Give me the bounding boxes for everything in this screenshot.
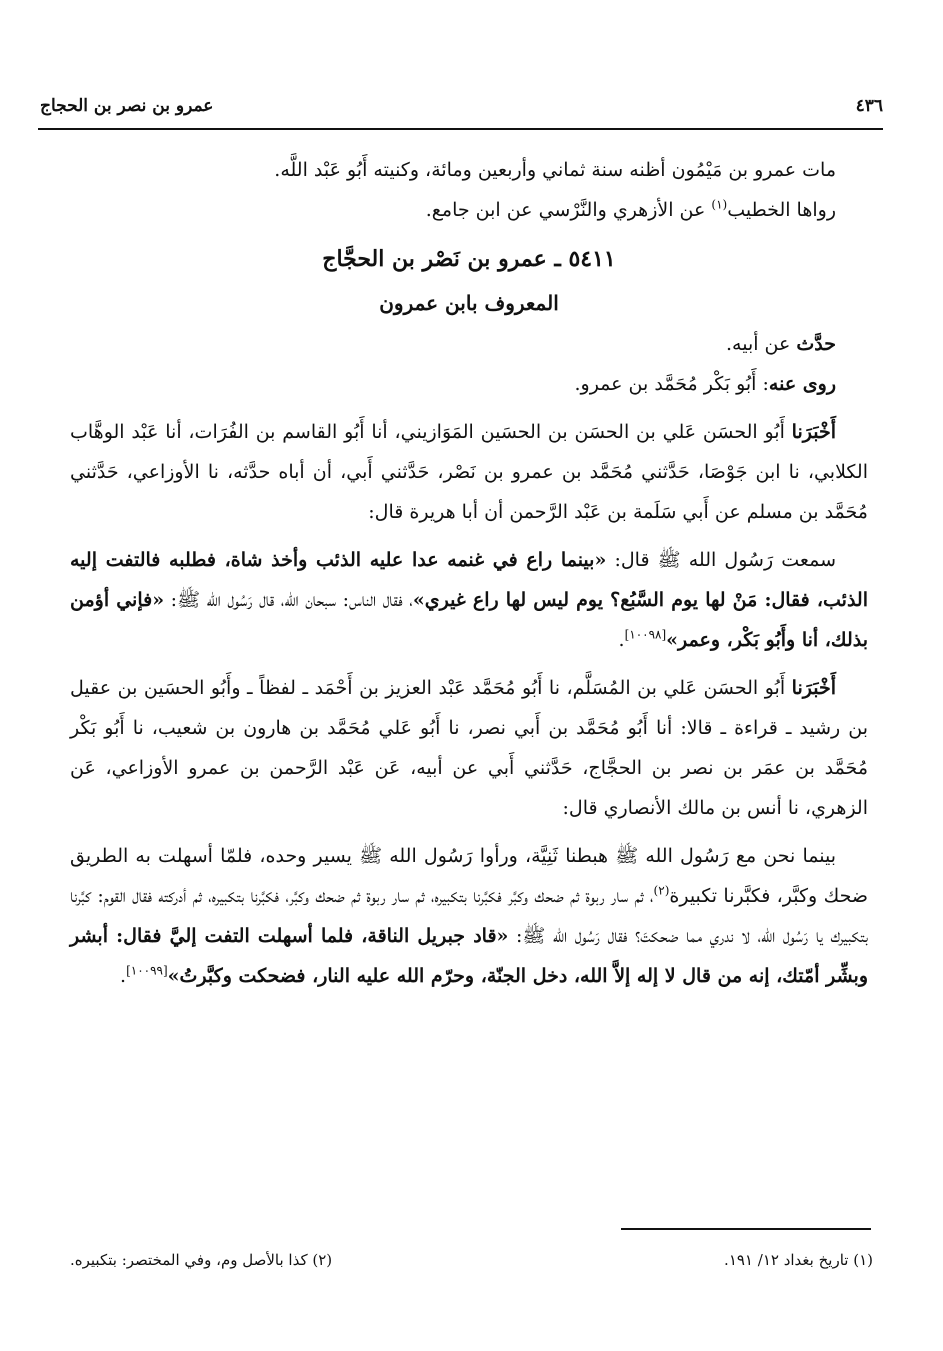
hadith1-matn: سمعت رَسُول الله ﷺ قال: «بينما راع في غنمه عدا عليه الذئب وأخذ شاة، فطلبه فالتفت إليه الذئب، فقال: مَنْ لها يوم السَّبُع؟ يوم ليس لها راع غيري»، فقال الناس: سبحان الله، قال رَسُول الله ﷺ: «فإني أؤمن بذلك، أنا وأَبُو بَكْر، وعمر»[١٠٠٩٨]. [70,549,868,651]
akhbarana-label: أَخْبَرَنا [791,421,836,443]
footnote-2: (٢) كذا بالأصل وم، وفي المختصر: بتكبيره. [70,1251,333,1269]
footnotes [70,1245,873,1275]
footnote-ref-2[interactable]: (٢) [653,883,670,898]
footnote-rule [621,1228,871,1230]
footnote-ref-1[interactable]: (١) [711,197,728,212]
header-rule [38,128,883,130]
hadith-ref-number: [١٠٠٩٨] [624,627,667,642]
akhbarana-label: أَخْبَرَنا [791,677,836,699]
entry-title: ٥٤١١ ـ عمرو بن نَصْر بن الحجَّاج [322,246,616,272]
entry-subtitle: المعروف بابن عمرون [379,291,559,315]
haddath-label: حدَّث [796,333,836,355]
page-number: ٤٣٦ [855,96,883,116]
intro-line-source: رواها الخطيب$^{(١)}$ عن الأزهري والنَّرْسي عن ابن جامع. [425,197,836,221]
rawa-label: روى عنه [768,373,836,395]
running-title: عمرو بن نصر بن الحجاج [40,96,214,116]
hadith1-isnad: أَخْبَرَنا أَبُو الحسَن عَلي بن الحسَن بن الحسَين المَوَازيني، أنا أَبُو القاسم بن الفُرَات، أنا عَبْد الوهَّاب الكلابي، نا ابن جَوْصَا، حَدَّثني مُحَمَّد بن عمرو بن نَصْر، حَدَّثني أَبي، أن أباه حدَّثه، نا الأوزاعي، حَدَّثني مُحَمَّد بن مسلم عن أَبي سَلَمة بن عَبْد الرَّحمن أن أبا هريرة قال: [70,421,868,523]
intro-line-death: مات عمرو بن مَيْمُون أظنه سنة ثماني وأربعين ومائة، وكنيته أَبُو عَبْد اللَّه. [274,159,836,181]
rawa-line: روى عنه: أَبُو بَكْر مُحَمَّد بن عمرو. [574,373,836,395]
running-head [40,88,883,124]
footnote-1: (١) تاريخ بغداد ١٢/ ١٩١. [724,1251,873,1269]
hadith-ref-number: [١٠٠٩٩] [126,963,168,978]
haddath-line: حدَّث عن أبيه. [725,333,836,355]
hadith2-isnad: أَخْبَرَنا أَبُو الحسَن عَلي بن المُسَلَّم، نا أَبُو مُحَمَّد عَبْد العزيز بن أَحْمَد ـ لفظاً ـ وأَبُو الحسَين بن عقيل بن رشيد ـ قراءة ـ قالا: أنا أَبُو مُحَمَّد بن أَبي نصر، نا أَبُو عَلي مُحَمَّد بن هارون بن شعيب، نا أَبُو بَكْر مُحَمَّد بن عمَر بن نصر بن الحجَّاج، حَدَّثني أَبي عن أبيه، عَن عَبْد الرَّحمن بن عمرو الأوزاعي، عَن الزهري، نا أنس بن مالك الأنصاري قال: [70,677,868,819]
main-text [70,150,868,996]
hadith2-matn: بينما نحن مع رَسُول الله ﷺ هبطنا ثَنِيَّة، ورأوا رَسُول الله ﷺ يسير وحده، فلمّا أسهلت به الطريق ضحك وكبَّر، فكبَّرنا تكبيرة$^{(٢)}$، ثم سار ربوة ثم ضحك وكبَّر فكبَّرنا بتكبيره، ثم سار ربوة ثم ضحك وكبَّر، فكبَّرنا بتكبيره، ثم أدركته فقال القوم: كبَّرنا بتكبيرك يا رَسُول الله، لا ندري مما ضحكتَ؟ فقال رَسُول الله ﷺ: «قاد جبريل الناقة، فلما أسهلت التفت إليَّ فقال: أبشر وبشِّر أمّتك، إنه من قال لا إله إلاَّ الله، دخل الجنّة، وحرّم الله عليه النار، فضحكت وكبَّرتُ»[١٠٠٩٩]. [70,845,868,987]
